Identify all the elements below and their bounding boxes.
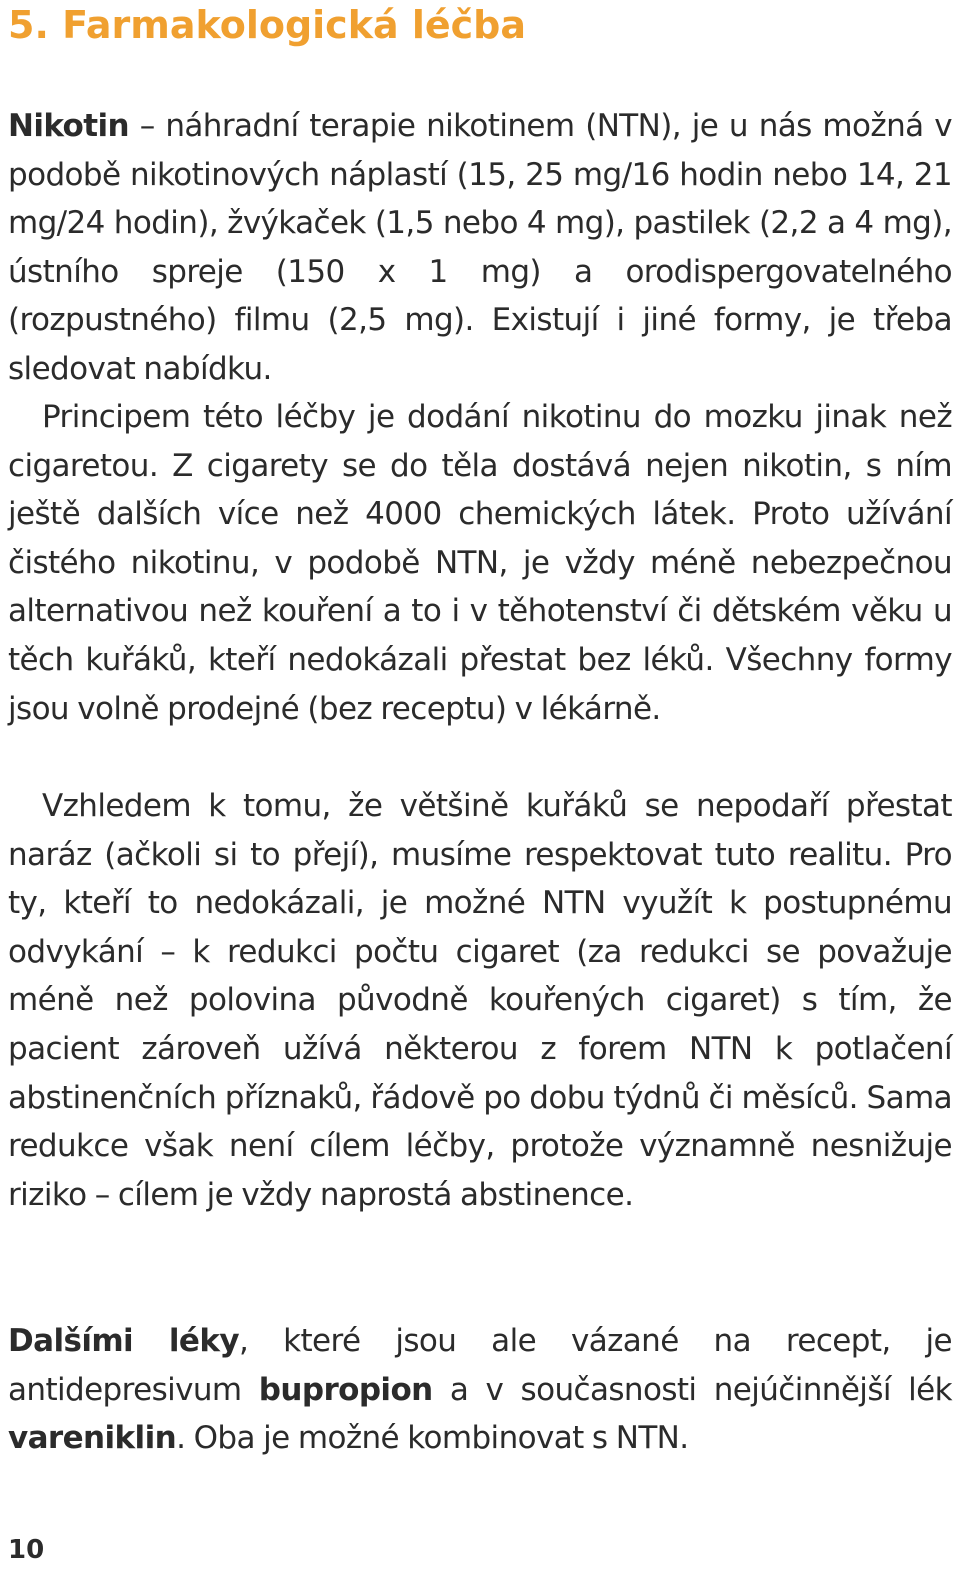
paragraph-nicotine-text: – náhradní terapie nikotinem (NTN), je u nás možná v podobě nikotinových náplastí (15, 25 mg/16 hodin nebo 14, 21 mg/24 hodin), žvýkaček (1,5 nebo 4 mg), pastilek (2,2 a 4 mg), ústního spreje (150 x 1 mg) a orodispergovatelného (rozpustného) filmu (2,5 mg). Existují i jiné formy, je třeba sledovat nabídku.	[8, 108, 952, 387]
term-nikotin: Nikotin	[8, 108, 129, 144]
paragraph-other-drugs-text-1: , které jsou ale vázané na recept, je antidepresivum	[8, 1323, 952, 1408]
paragraph-principle: Principem této léčby je dodání nikotinu do mozku jinak než cigaretou. Z cigarety se do těla dostává nejen nikotin, s ním ještě dalších více než 4000 chemických látek. Proto užívání čistého nikotinu, v podobě NTN, je vždy méně nebezpečnou alternativou než kouření a to i v těhotenství či dětském věku u těch kuřáků, kteří nedokázali přestat bez léků. Všechny formy jsou volně prodejné (bez receptu) v lékárně.	[8, 399, 952, 727]
section-heading: 5. Farmakologická léčba	[8, 3, 527, 47]
paragraph-nicotine	[8, 102, 952, 394]
paragraph-other-drugs-text-2: a v současnosti nejúčinnější lék	[432, 1371, 952, 1408]
term-vareniklin: vareniklin	[8, 1420, 177, 1457]
page-number: 10	[8, 1535, 45, 1565]
paragraph-reduction: Vzhledem k tomu, že většině kuřáků se nepodaří přestat naráz (ačkoli si to přejí), musíme respektovat tuto realitu. Pro ty, kteří to nedokázali, je možné NTN využít k postupnému odvykání – k redukci počtu cigaret (za redukci se považuje méně než polovina původně kouřených cigaret) s tím, že pacient zároveň užívá některou z forem NTN k potlačení abstinenčních příznaků, řádově po dobu týdnů či měsíců. Sama redukce však není cílem léčby, protože významně nesnižuje riziko – cílem je vždy naprostá abstinence.	[8, 788, 952, 1213]
term-dalsimi-leky: Dalšími léky	[8, 1323, 239, 1359]
paragraph-other-drugs	[8, 1317, 952, 1463]
term-bupropion: bupropion	[258, 1371, 433, 1408]
paragraph-other-drugs-text-3: . Oba je možné kombinovat s NTN.	[176, 1420, 689, 1457]
